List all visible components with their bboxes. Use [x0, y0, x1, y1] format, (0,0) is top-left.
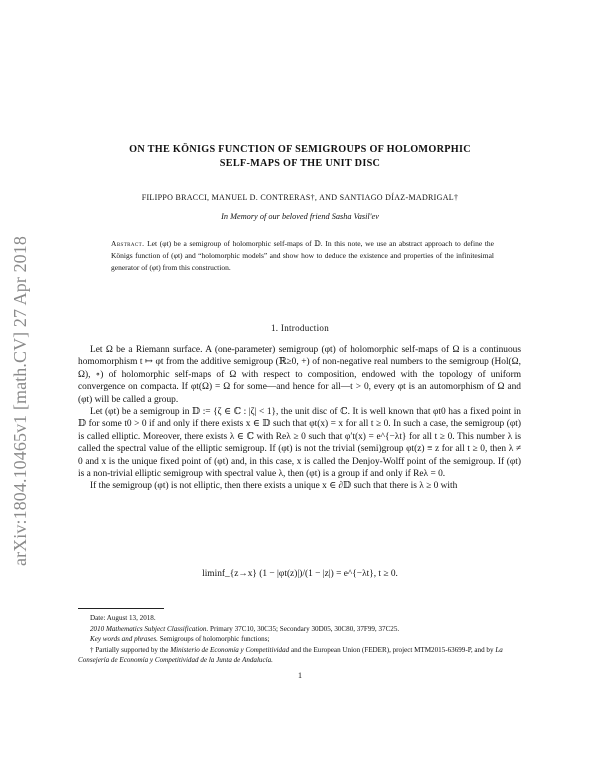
- support-institution-2: La Consejería de Economía y Competitividad de la Junta de Andalucía.: [78, 645, 503, 665]
- keywords-text: Semigroups of holomorphic functions;: [159, 635, 270, 644]
- author-list: FILIPPO BRACCI, MANUEL D. CONTRERAS†, AND SANTIAGO DÍAZ-MADRIGAL†: [141, 193, 459, 202]
- footnote-support: [78, 645, 521, 666]
- support-prefix: † Partially supported by the: [90, 645, 169, 654]
- dedication: In Memory of our beloved friend Sasha Vasil'ev: [221, 212, 379, 221]
- paper-title: [60, 143, 540, 171]
- section-heading: 1. Introduction: [271, 323, 329, 333]
- abstract-text: Let (φt) be a semigroup of holomorphic self-maps of 𝔻. In this note, we use an abstract approach to define the Königs function of (φt) and “holomorphic models” and show how to deduce the existence and properties of the infinitesimal generator of (φt) from this construction.: [111, 239, 494, 272]
- title-line-1: ON THE KÖNIGS FUNCTION OF SEMIGROUPS OF HOLOMORPHIC: [129, 144, 471, 155]
- support-middle: and the European Union (FEDER), project MTM2015-63699-P, and by: [290, 645, 494, 654]
- keywords-label: Key words and phrases.: [90, 635, 158, 644]
- msc-label: 2010 Mathematics Subject Classification.: [90, 624, 209, 633]
- abstract-label: Abstract.: [111, 239, 145, 248]
- support-institution-1: Ministerio de Economía y Competitividad: [170, 645, 290, 654]
- paragraph: If the semigroup (φt) is not elliptic, then there exists a unique x ∈ ∂𝔻 such that there is λ ≥ 0 with: [90, 481, 458, 492]
- footnote-rule: [78, 608, 164, 609]
- footnote-keywords: [78, 634, 521, 645]
- footnotes: [78, 613, 521, 666]
- paragraph: Let (φt) be a semigroup in 𝔻 := {ζ ∈ ℂ : |ζ| < 1}, the unit disc of ℂ. It is well known that φt0 has a fixed point in 𝔻 for some t0 > 0 if and only if there exists x ∈ 𝔻 such that φt(x) = x for all t ≥ 0. In such a case, the semigroup (φt) is called elliptic. Moreover, there exists λ ∈ ℂ with Reλ ≥ 0 such that φ′t(x) = e^{−λt} for all t ≥ 0. This number λ is called the spectral value of the elliptic semigroup. If (φt) is not the trivial (semi)group φt(z) ≡ z for all t ≥ 0, then λ ≠ 0 and x is the unique fixed point of (φt) and, in this case, x is called the Denjoy-Wolff point of the semigroup. If (φt) is a non-trivial elliptic semigroup with spectral value λ, then (φt) is a group if and only if Reλ = 0.: [78, 407, 521, 480]
- paragraph: Let Ω be a Riemann surface. A (one-parameter) semigroup (φt) of holomorphic self-maps of Ω is a continuous homomorphism t ↦ φt from the additive semigroup (ℝ≥0, +) of non-negative real numbers to the semigroup (Hol(Ω, Ω), ∘) of holomorphic self-maps of Ω with respect to composition, endowed with the topology of uniform convergence on compacta. If φt(Ω) = Ω for some—and hence for all—t > 0, every φt is an automorphism of Ω and (φt) will be called a group.: [78, 345, 521, 405]
- footnote-date: Date: August 13, 2018.: [90, 614, 156, 622]
- display-equation: liminf_{z→x} (1 − |φt(z)|)/(1 − |z|) = e^{−λt}, t ≥ 0.: [202, 569, 398, 579]
- title-line-2: SELF-MAPS OF THE UNIT DISC: [219, 158, 381, 169]
- msc-codes: Primary 37C10, 30C35; Secondary 30D05, 30C80, 37F99, 37C25.: [210, 624, 400, 633]
- body-text: [78, 344, 521, 493]
- page-number: 1: [298, 671, 302, 680]
- arxiv-identifier: arXiv:1804.10465v1 [math.CV] 27 Apr 2018: [10, 236, 30, 566]
- footnote-msc: [78, 624, 521, 635]
- abstract: [111, 238, 494, 273]
